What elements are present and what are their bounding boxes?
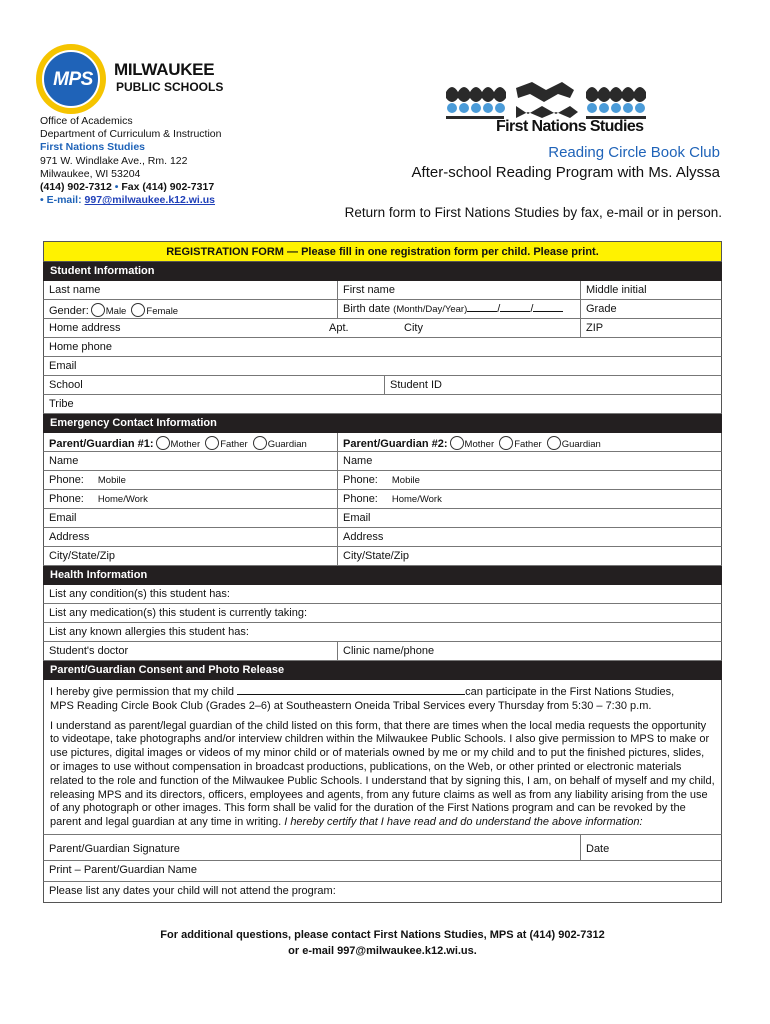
female-radio[interactable] — [131, 303, 145, 317]
guardian2-type-field — [337, 433, 721, 451]
guardian-label: Guardian — [267, 439, 307, 450]
street-address-line: 971 W. Windlake Ave., Rm. 122 — [40, 154, 188, 167]
email-link[interactable]: 997@milwaukee.k12.wi.us — [84, 194, 216, 207]
absent-dates-field[interactable] — [44, 882, 721, 902]
mother-label: Mother — [464, 439, 495, 450]
registration-form — [43, 241, 722, 903]
date-slash: / — [497, 303, 501, 315]
male-radio[interactable] — [91, 303, 105, 317]
permission-paragraph — [50, 680, 715, 714]
email-label: • E-mail: — [40, 194, 82, 207]
footer-contact-line: For additional questions, please contact First Nations Studies, MPS at (414) 902-7312 — [160, 929, 605, 941]
phone-label: Phone: — [49, 474, 84, 486]
row-student-names — [43, 281, 722, 300]
guardian2-father-radio[interactable] — [499, 436, 513, 450]
section-student-information: Student Information — [43, 262, 722, 281]
section-consent-photo-release: Parent/Guardian Consent and Photo Release — [43, 661, 722, 680]
guardian1-address-field[interactable] — [44, 528, 337, 546]
student-email-field[interactable] — [44, 357, 721, 375]
row-gender-birthdate — [43, 300, 722, 319]
release-paragraph — [50, 714, 715, 834]
row-school — [43, 376, 722, 395]
mps-logo-emblem — [36, 44, 106, 114]
guardian2-address-field[interactable] — [337, 528, 721, 546]
city-label: City — [404, 322, 423, 334]
program-subtitle: After-school Reading Program with Ms. Alyssa — [411, 164, 720, 181]
date-label: Date — [586, 842, 610, 855]
release-text: I understand as parent/legal guardian of the child listed on this form, that there are times when the local media requests the opportunity to videotape, take photographs and/or interview children within the Milwaukee Public Schools. I also give permission to MPS to make or use pictures, digital images or videos of my minor child or of materials owned by me or my child and to put the finished pictures, slides, or images to use without compensation in broadcast productions, publications, on the Web, or other printed or electronic materials related to the role and function of the Milwaukee Public Schools. I understand that by signing this, I am, on behalf of myself and my child, releasing MPS and its directors, officers, employees and agents, from any future claims as well as from any liability arising from the use of any photograph or other images. This form shall be valid for the duration of the First Nations program and can be revoked by the parent and legal guardian at any time in writing. — [50, 719, 715, 829]
print-name-label: Print – Parent/Guardian Name — [49, 863, 197, 876]
guardian-label: Guardian — [561, 439, 601, 450]
print-name-field[interactable] — [44, 861, 721, 881]
clinic-field[interactable] — [337, 642, 721, 660]
birth-day-blank[interactable] — [500, 303, 530, 312]
birth-date-field[interactable] — [337, 300, 580, 318]
birth-date-label: Birth date — [343, 303, 391, 315]
phone-label: Phone: — [343, 493, 378, 505]
program-name-line: First Nations Studies — [40, 141, 146, 154]
city-state-line: Milwaukee, WI 53204 — [40, 167, 141, 180]
row-student-email — [43, 357, 722, 376]
birth-year-blank[interactable] — [533, 303, 563, 312]
guardian1-father-radio[interactable] — [205, 436, 219, 450]
guardian1-name-field[interactable] — [44, 452, 337, 470]
logo-name-line1: MILWAUKEE — [114, 60, 215, 79]
row-guardian-email — [43, 509, 722, 528]
male-label: Male — [105, 306, 127, 317]
row-guardian-names — [43, 452, 722, 471]
home-phone-label: Home phone — [49, 341, 112, 353]
guardian2-city-field[interactable] — [337, 547, 721, 565]
row-guardian-address — [43, 528, 722, 547]
phone-number: (414) 902-7312 — [40, 181, 112, 194]
guardian2-mobile-field[interactable] — [337, 471, 721, 489]
guardian1-mobile-field[interactable] — [44, 471, 337, 489]
guardian1-guardian-radio[interactable] — [253, 436, 267, 450]
apt-field[interactable] — [324, 319, 404, 337]
grade-field[interactable] — [580, 300, 721, 318]
contact-footer — [43, 927, 722, 959]
gender-label: Gender: — [49, 305, 89, 317]
last-name-label: Last name — [49, 284, 101, 296]
program-title: Reading Circle Book Club — [548, 144, 720, 161]
middle-initial-label: Middle initial — [586, 284, 647, 296]
office-address-block — [40, 115, 221, 207]
mps-logo — [36, 44, 236, 114]
apt-label: Apt. — [329, 322, 349, 334]
guardian2-guardian-radio[interactable] — [547, 436, 561, 450]
allergies-field[interactable] — [44, 623, 721, 641]
student-email-label: Email — [49, 360, 77, 372]
date-field[interactable] — [580, 835, 721, 860]
grade-label: Grade — [586, 303, 617, 315]
permission-text-end: can participate in the First Nations Studies, — [465, 686, 675, 698]
school-field[interactable] — [44, 376, 384, 394]
medications-label: List any medication(s) this student is currently taking: — [49, 607, 308, 619]
absent-dates-label: Please list any dates your child will not attend the program: — [49, 884, 336, 897]
row-guardian-city — [43, 547, 722, 566]
section-emergency-contact: Emergency Contact Information — [43, 414, 722, 433]
phone-fax-line — [40, 181, 221, 194]
mobile-label: Mobile — [391, 475, 420, 486]
city-state-zip-label: City/State/Zip — [343, 550, 410, 562]
separator-dot: • — [114, 181, 119, 194]
first-name-label: First name — [343, 284, 395, 296]
email-label: Email — [343, 512, 371, 524]
father-label: Father — [514, 439, 542, 450]
guardian2-homework-field[interactable] — [337, 490, 721, 508]
guardian1-email-field[interactable] — [44, 509, 337, 527]
row-tribe — [43, 395, 722, 414]
permission-text-program: MPS Reading Circle Book Club (Grades 2–6) at Southeastern Oneida Tribal Services every Thursday from 5:30 – 7:30 p.m. — [50, 699, 652, 712]
doctor-field[interactable] — [44, 642, 337, 660]
zip-field[interactable] — [580, 319, 721, 337]
mother-label: Mother — [170, 439, 201, 450]
row-absent-dates — [43, 882, 722, 903]
guardian2-name-field[interactable] — [337, 452, 721, 470]
guardian1-mother-radio[interactable] — [156, 436, 170, 450]
mobile-label: Mobile — [97, 475, 126, 486]
city-state-zip-label: City/State/Zip — [49, 550, 116, 562]
clinic-label: Clinic name/phone — [343, 645, 435, 657]
student-id-field[interactable] — [384, 376, 721, 394]
row-guardian-type — [43, 433, 722, 452]
last-name-field[interactable] — [44, 281, 337, 299]
row-home-address — [43, 319, 722, 338]
consent-text-block — [43, 680, 722, 835]
home-address-label: Home address — [49, 322, 121, 334]
phone-label: Phone: — [49, 493, 84, 505]
footer-email-line: or e-mail 997@milwaukee.k12.wi.us. — [288, 945, 477, 957]
tribe-label: Tribe — [49, 398, 74, 410]
certify-text: I hereby certify that I have read and do understand the above information: — [284, 816, 643, 829]
gender-field — [44, 300, 337, 318]
registration-banner: REGISTRATION FORM — Please fill in one registration form per child. Please print. — [43, 241, 722, 262]
row-signature — [43, 835, 722, 861]
phone-label: Phone: — [343, 474, 378, 486]
birth-month-blank[interactable] — [467, 303, 497, 312]
row-guardian-homework — [43, 490, 722, 509]
city-field[interactable] — [399, 319, 580, 337]
section-health-information: Health Information — [43, 566, 722, 585]
guardian1-city-field[interactable] — [44, 547, 337, 565]
school-label: School — [49, 379, 83, 391]
row-guardian-mobile — [43, 471, 722, 490]
row-home-phone — [43, 338, 722, 357]
address-label: Address — [343, 531, 384, 543]
email-label: Email — [49, 512, 77, 524]
home-phone-field[interactable] — [44, 338, 721, 356]
guardian1-label: Parent/Guardian #1: — [49, 438, 154, 450]
guardian2-label: Parent/Guardian #2: — [343, 438, 448, 450]
guardian2-email-field[interactable] — [337, 509, 721, 527]
child-name-blank[interactable] — [237, 686, 465, 695]
logo-mps-text: MPS — [53, 69, 93, 90]
name-label: Name — [49, 455, 79, 467]
department-line: Department of Curriculum & Instruction — [40, 128, 222, 141]
father-label: Father — [220, 439, 248, 450]
female-label: Female — [146, 306, 179, 317]
logo-name-line2: PUBLIC SCHOOLS — [116, 80, 224, 94]
row-allergies — [43, 623, 722, 642]
medications-field[interactable] — [44, 604, 721, 622]
guardian2-mother-radio[interactable] — [450, 436, 464, 450]
birth-date-format: (Month/Day/Year) — [393, 304, 468, 315]
row-print-name — [43, 861, 722, 882]
first-nations-studies-title: First Nations Studies — [496, 118, 644, 135]
tribe-field[interactable] — [44, 395, 721, 413]
date-slash: / — [530, 303, 534, 315]
home-address-field[interactable] — [44, 319, 324, 337]
zip-label: ZIP — [586, 322, 604, 334]
guardian1-homework-field[interactable] — [44, 490, 337, 508]
guardian1-type-field — [44, 433, 337, 451]
conditions-label: List any condition(s) this student has: — [49, 588, 230, 600]
signature-field[interactable] — [44, 835, 580, 860]
middle-initial-field[interactable] — [580, 281, 721, 299]
address-label: Address — [49, 531, 90, 543]
signature-label: Parent/Guardian Signature — [49, 842, 180, 855]
row-doctor — [43, 642, 722, 661]
office-line: Office of Academics — [40, 115, 133, 127]
student-id-label: Student ID — [390, 379, 442, 391]
allergies-label: List any known allergies this student has: — [49, 626, 249, 638]
row-conditions — [43, 585, 722, 604]
name-label: Name — [343, 455, 373, 467]
permission-text-start: I hereby give permission that my child — [50, 686, 238, 698]
email-line — [40, 194, 221, 207]
row-medications — [43, 604, 722, 623]
home-work-label: Home/Work — [391, 494, 442, 505]
fax-number: Fax (414) 902-7317 — [121, 181, 215, 194]
first-name-field[interactable] — [337, 281, 580, 299]
doctor-label: Student's doctor — [49, 645, 129, 657]
home-work-label: Home/Work — [97, 494, 148, 505]
return-instructions: Return form to First Nations Studies by fax, e-mail or in person. — [344, 205, 722, 220]
conditions-field[interactable] — [44, 585, 721, 603]
